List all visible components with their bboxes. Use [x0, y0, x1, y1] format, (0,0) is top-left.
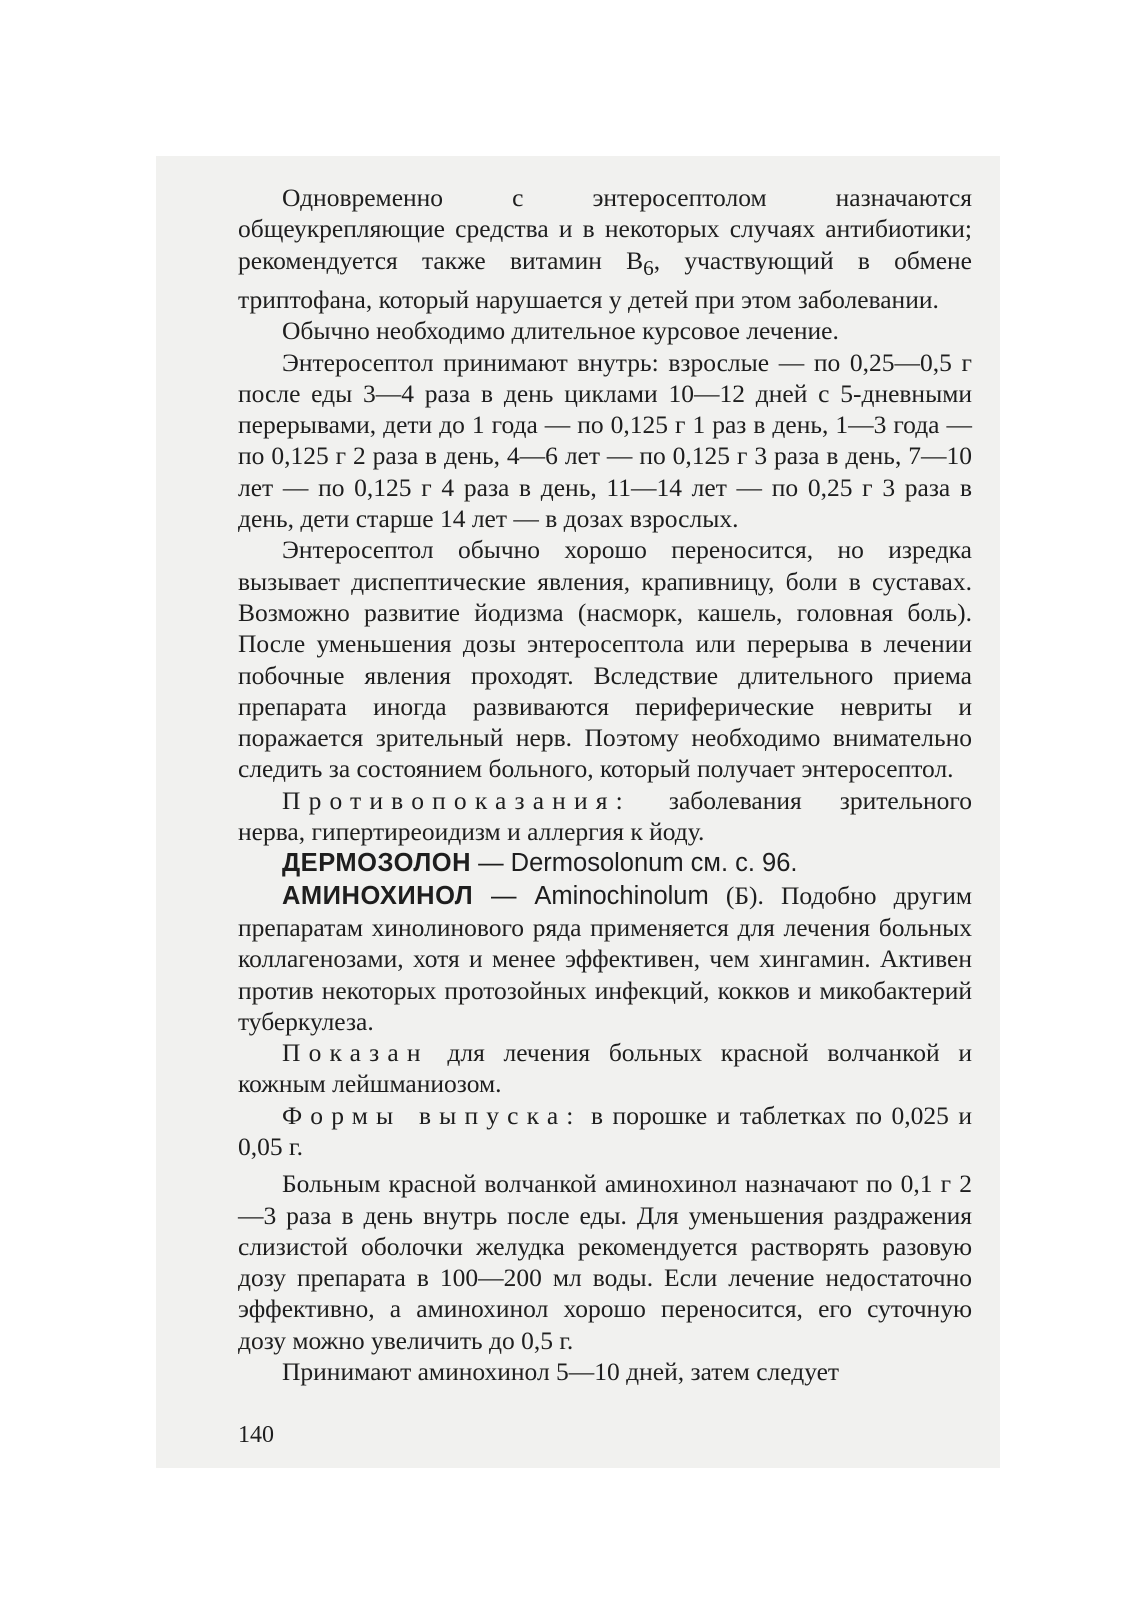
- text-run: заболевания зрительного нерва, гипертиреоидизм и аллергия к йоду.: [238, 785, 972, 847]
- paragraph-course-treatment: Обычно необходимо длительное курсовое лечение.: [282, 316, 839, 346]
- text-run: в порошке и таблетках по 0,025 и 0,05 г.: [238, 1100, 972, 1161]
- text-run: для лечения больных красной волчанкой и кожным лейшманиозом.: [238, 1038, 972, 1099]
- release-forms-label: Формы выпуска:: [282, 1100, 582, 1130]
- paragraph-release-forms: [238, 1100, 972, 1163]
- entry-aminochinol: [238, 880, 972, 1037]
- paragraph-continuation: Принимают аминохинол 5—10 дней, затем следует: [282, 1357, 840, 1387]
- entry-latin-name: — Aminochinolum: [473, 881, 709, 910]
- vitamin-subscript: 6: [643, 255, 654, 280]
- paragraph-dosage: Энтеросептол принимают внутрь: взрослые — по 0,25—0,5 г после еды 3—4 раза в день циклами 10—12 дней с 5-дневными перерывами, дети до 1 года — по 0,125 г 1 раз в день, 1—3 года — по 0,125 г 2 раза в день, 4—6 лет — по 0,125 г 3 раза в день, 7—10 лет — по 0,125 г 4 раза в день, 11—14 лет — по 0,25 г 3 раза в день, дети старше 14 лет — в дозах взрослых.: [238, 347, 972, 534]
- page-number: 140: [238, 1422, 274, 1448]
- paragraph-indications: [238, 1037, 972, 1100]
- entry-dermosolon: [238, 847, 972, 879]
- paragraph-contraindications: [238, 785, 972, 848]
- paragraph-tonic-agents: [238, 182, 972, 315]
- text-run: , участвующий в обмене триптофана, который нарушается у детей при этом заболевании.: [238, 245, 972, 314]
- entry-title-dermosolon: ДЕРМОЗОЛОН: [282, 849, 472, 878]
- page-body: [238, 182, 972, 1387]
- text-run: (Б). Подобно другим препаратам хинолинового ряда применяется для лечения больных коллагенозами, хотя и менее эффективен, чем хингамин. Активен против некоторых протозойных инфекций, кокков и микобактерий туберкулеза.: [238, 880, 972, 1036]
- indications-label: Показан: [282, 1038, 429, 1068]
- paragraph-side-effects: Энтеросептол обычно хорошо переносится, но изредка вызывает диспептические явления, крапивницу, боли в суставах. Возможно развитие йодизма (насморк, кашель, головная боль). После уменьшения дозы энтеросептола или перерыва в лечении побочные явления проходят. Вследствие длительного приема препарата иногда развиваются периферические невриты и поражается зрительный нерв. Поэтому необходимо внимательно следить за состоянием больного, который получает энтеросептол.: [238, 535, 972, 784]
- entry-crossref: — Dermosolonum см. с. 96.: [471, 849, 798, 878]
- entry-title-aminochinol: АМИНОХИНОЛ: [282, 881, 474, 910]
- contraindications-label: Противопоказания:: [282, 785, 631, 815]
- text-run: Одновременно с энтеросептолом назначаются общеукрепляющие средства и в некоторых случаях антибиотики; рекомендуется также витамин В: [238, 183, 972, 275]
- paragraph-administration: Больным красной волчанкой аминохинол назначают по 0,1 г 2—3 раза в день внутрь после еды. Для уменьшения раздражения слизистой оболочки желудка рекомендуется растворять разовую дозу препарата в 100—200 мл воды. Если лечение недостаточно эффективно, а аминохинол хорошо переносится, его суточную дозу можно увеличить до 0,5 г.: [238, 1169, 972, 1355]
